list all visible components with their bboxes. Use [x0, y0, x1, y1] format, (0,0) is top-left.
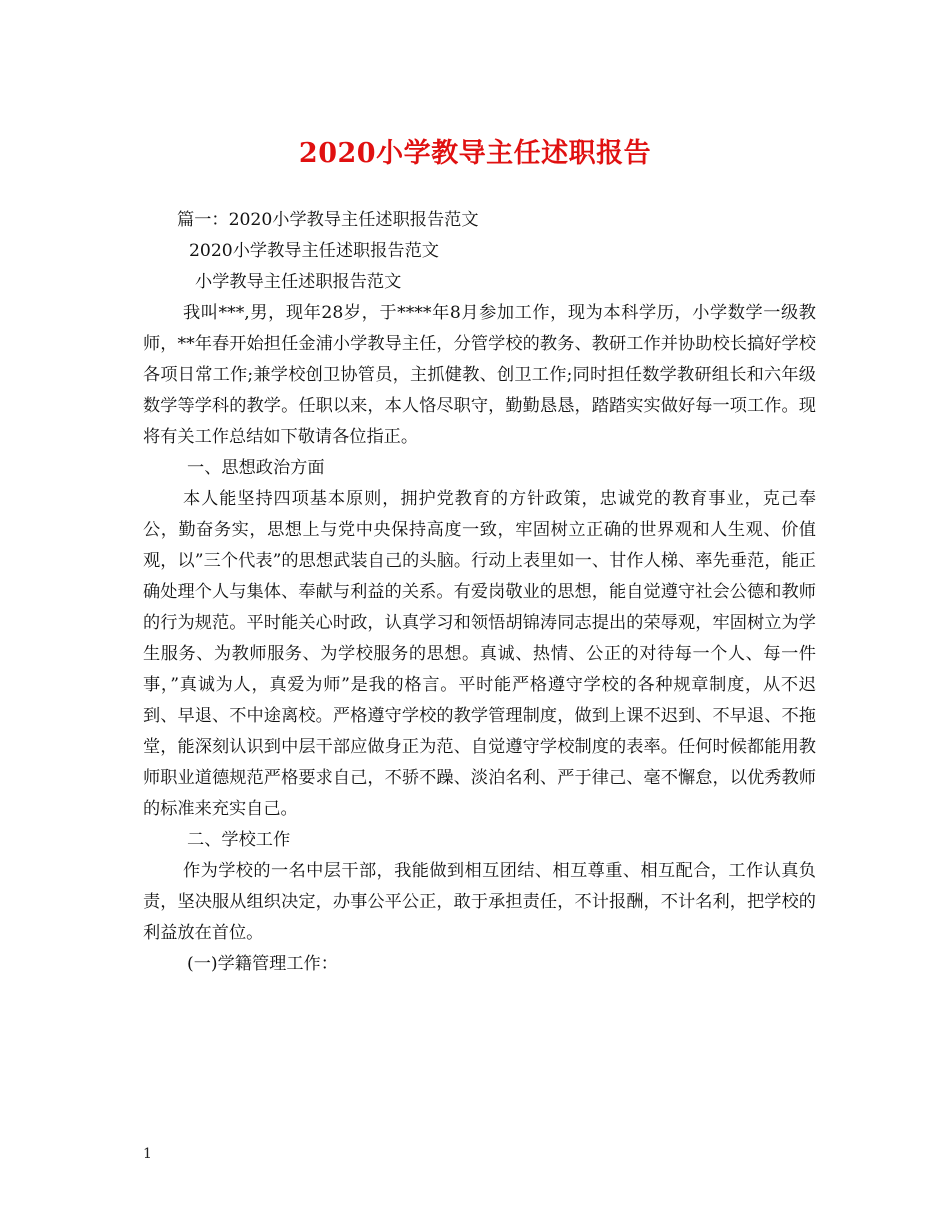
page-number: 1	[143, 1146, 152, 1162]
subsection-heading-registry: (一)学籍管理工作：	[187, 954, 338, 974]
subtitle-1: 篇一：2020小学教导主任述职报告范文	[177, 210, 479, 230]
paragraph-politics: 本人能坚持四项基本原则，拥护党教育的方针政策，忠诚党的教育事业，克己奉公，勤奋务实，思想上与党中央保持高度一致，牢固树立正确的世界观和人生观、价值观，以”三个代表”的思想武装自己的头脑。行动上表里如一、甘作人梯、率先垂范，能正确处理个人与集体、奉献与利益的关系。有爱岗敬业的思想，能自觉遵守社会公德和教师的行为规范。平时能关心时政，认真学习和领悟胡锦涛同志提出的荣辱观，牢固树立为学生服务、为教师服务、为学校服务的思想。真诚、热情、公正的对待每一个人、每一件事，”真诚为人，真爱为师”是我的格言。平时能严格遵守学校的各种规章制度，从不迟到、早退、不中途离校。严格遵守学校的教学管理制度，做到上课不迟到、不早退、不拖堂，能深刻认识到中层干部应做身正为范、自觉遵守学校制度的表率。任何时候都能用教师职业道德规范严格要求自己，不骄不躁、淡泊名利、严于律己、毫不懈怠，以优秀教师的标准来充实自己。	[143, 489, 816, 819]
document-title: 2020小学教导主任述职报告	[298, 138, 652, 169]
paragraph-school: 作为学校的一名中层干部，我能做到相互团结、相互尊重、相互配合，工作认真负责，坚决服从组织决定，办事公平公正，敢于承担责任，不计报酬，不计名利，把学校的利益放在首位。	[143, 861, 816, 943]
subtitle-3: 小学教导主任述职报告范文	[195, 272, 402, 292]
paragraph-intro: 我叫***,男，现年28岁，于****年8月参加工作，现为本科学历，小学数学一级教师，**年春开始担任金浦小学教导主任，分管学校的教务、教研工作并协助校长搞好学校各项日常工作;兼学校创卫协管员，主抓健教、创卫工作;同时担任数学教研组长和六年级数学等学科的教学。任职以来，本人恪尽职守，勤勤恳恳，踏踏实实做好每一项工作。现将有关工作总结如下敬请各位指正。	[143, 303, 816, 447]
section-heading-school: 二、学校工作	[187, 830, 291, 850]
section-heading-politics: 一、思想政治方面	[187, 458, 325, 478]
document-body	[143, 205, 816, 980]
subtitle-2: 2020小学教导主任述职报告范文	[189, 241, 439, 261]
